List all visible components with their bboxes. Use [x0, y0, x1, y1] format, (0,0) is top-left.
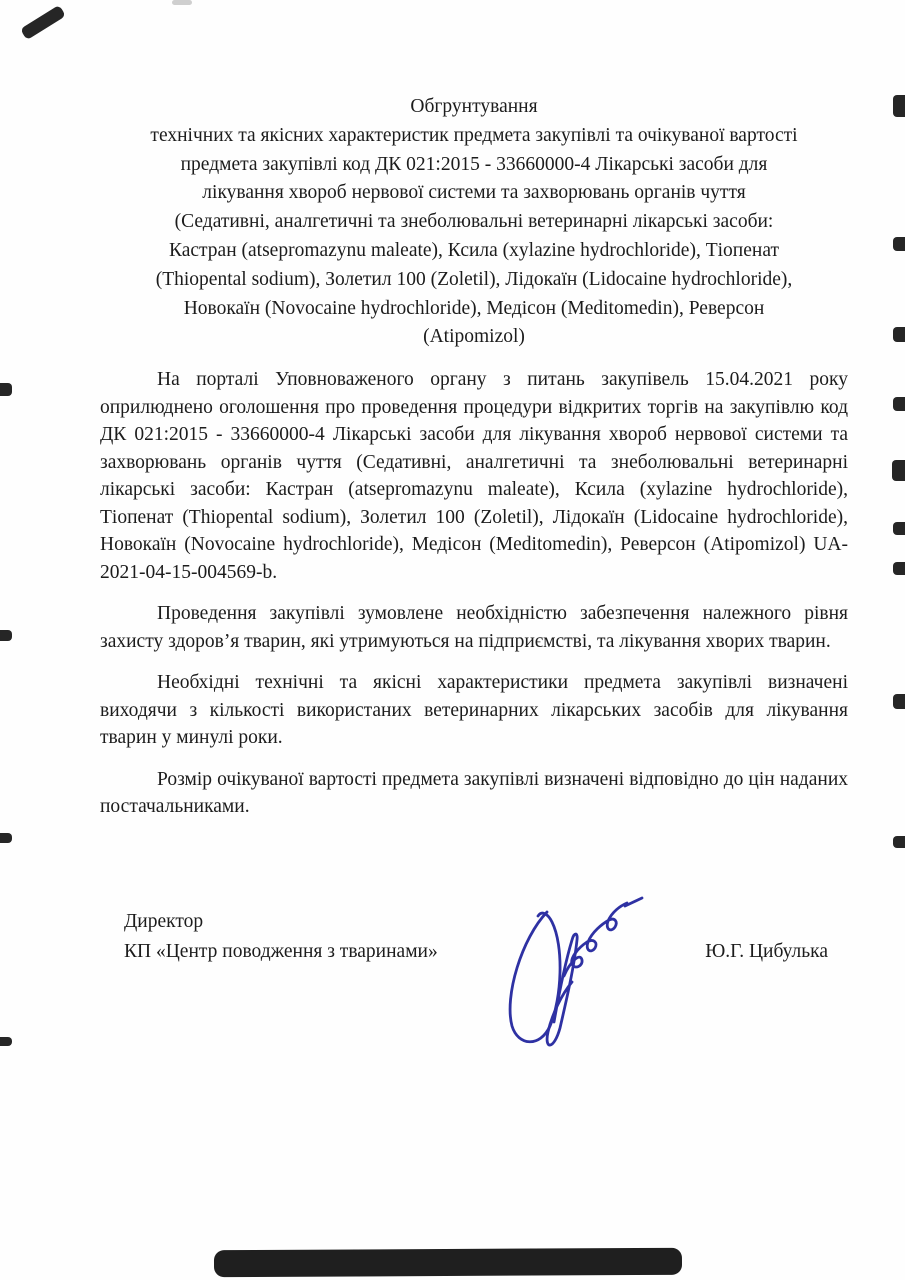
signature-role-title: Директор	[124, 910, 204, 932]
heading-line: технічних та якісних характеристик предмета закупівлі та очікуваної вартості	[150, 124, 798, 146]
document-heading	[100, 93, 848, 352]
heading-line: (Седативні, аналгетичні та знеболювальні ветеринарні лікарські засоби:	[174, 211, 774, 233]
scan-mark-right-7	[893, 562, 905, 575]
signature-role	[124, 907, 438, 967]
scan-mark-right-5	[892, 460, 905, 481]
heading-line: Кастран (atsepromazynu maleate), Ксила (xylazine hydrochloride), Тіопенат	[168, 239, 779, 261]
signature-ink-strokes	[510, 898, 642, 1045]
handwritten-signature	[492, 876, 652, 1051]
scan-mark-right-9	[893, 836, 905, 848]
signature-org-name: КП «Центр поводження з тваринами»	[124, 940, 438, 962]
scan-mark-left-1	[0, 383, 12, 396]
scan-mark-left-4	[0, 1037, 12, 1046]
scan-mark-left-2	[0, 630, 12, 641]
heading-line: предмета закупівлі код ДК 021:2015 - 33660000-4 Лікарські засоби для	[180, 153, 768, 175]
scan-mark-left-3	[0, 833, 12, 843]
heading-line: Новокаїн (Novocaine hydrochloride), Медісон (Meditomedin), Реверсон	[183, 297, 765, 319]
scan-mark-right-1	[893, 95, 905, 117]
signatory-name: Ю.Г. Цибулька	[705, 940, 828, 962]
scan-mark-top-left	[20, 5, 66, 40]
body-paragraph-justification: Проведення закупівлі зумовлене необхідністю забезпечення належного рівня захисту здоров’я тварин, які утримуються на підприємстві, та лікування хворих тварин.	[100, 603, 848, 652]
heading-line-title: Обгрунтування	[410, 96, 538, 117]
body-paragraph-announcement: На порталі Уповноваженого органу з питань закупівель 15.04.2021 року оприлюднено оголошення про проведення процедури відкритих торгів на закупівлю код ДК 021:2015 - 33660000-4 Лікарські засоби для лікування хвороб нервової системи та захворювань органів чуття (Седативні, аналгетичні та знеболювальні ветеринарні лікарські засоби: Кастран (atsepromazynu maleate), Ксила (xylazine hydrochloride), Тіопенат (Thiopental sodium), Золетил 100 (Zoletil), Лідокаїн (Lidocaine hydrochloride), Новокаїн (Novocaine hydrochloride), Медісон (Meditomedin), Реверсон (Atipomizol) UA-2021-04-15-004569-b.	[100, 369, 848, 583]
scan-mark-right-6	[893, 522, 905, 535]
body-paragraph-characteristics: Необхідні технічні та якісні характеристики предмета закупівлі визначені виходячи з кількості використаних ветеринарних лікарських засобів для лікування тварин у минулі роки.	[100, 672, 848, 749]
scan-mark-bottom-bar	[214, 1248, 682, 1277]
heading-line: (Atipomizol)	[423, 326, 525, 348]
body-paragraph-expected-value: Розмір очікуваної вартості предмета закупівлі визначені відповідно до цін наданих постачальниками.	[100, 768, 848, 818]
scan-mark-right-2	[893, 237, 905, 251]
scan-mark-right-4	[893, 397, 905, 411]
document-content	[100, 0, 848, 967]
scan-mark-right-3	[893, 327, 905, 342]
scan-mark-right-8	[893, 694, 905, 709]
signature-block	[100, 907, 848, 967]
heading-line: лікування хвороб нервової системи та захворювань органів чуття	[202, 182, 746, 204]
heading-line: (Thiopental sodium), Золетил 100 (Zoletil), Лідокаїн (Lidocaine hydrochloride),	[155, 268, 793, 290]
